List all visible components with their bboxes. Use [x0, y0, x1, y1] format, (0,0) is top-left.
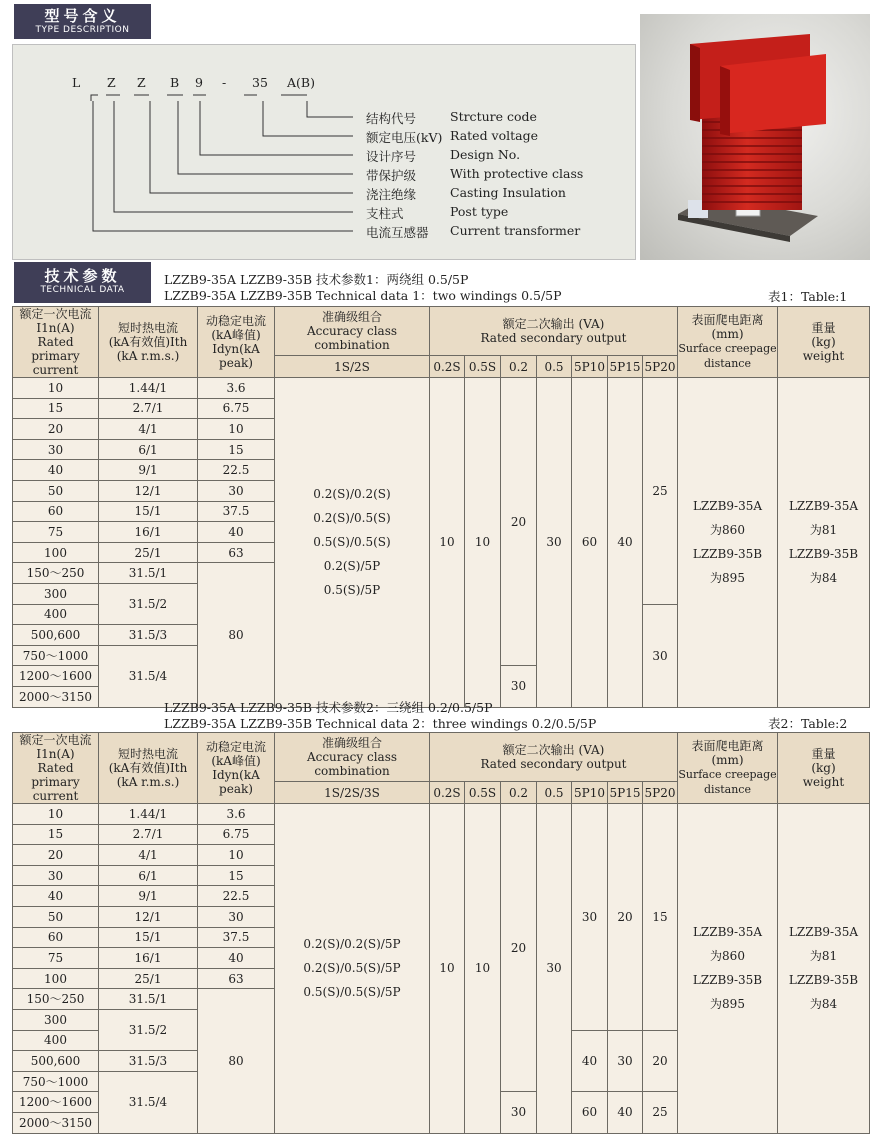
cell-output-5P15: 30 [608, 1030, 643, 1092]
technical-data-table-1 [12, 306, 870, 708]
cell-output-5P10: 30 [572, 804, 608, 1031]
cell-primary: 50 [13, 906, 99, 927]
cell-primary: 150～250 [13, 563, 99, 584]
cell-primary: 75 [13, 948, 99, 969]
header-dynamic-current: 动稳定电流 (kA峰值) Idyn(kA peak) [198, 733, 275, 804]
table2-label: 表2：Table:2 [768, 716, 848, 731]
cell-thermal: 12/1 [99, 906, 198, 927]
cell-thermal: 31.5/4 [99, 645, 198, 707]
cell-thermal: 2.7/1 [99, 824, 198, 845]
header-output-col: 0.2 [501, 782, 537, 804]
cell-thermal: 16/1 [99, 948, 198, 969]
code-letter: A(B) [287, 75, 315, 90]
product-photo [640, 14, 870, 260]
cell-dynamic: 30 [198, 480, 275, 501]
cell-primary: 400 [13, 1030, 99, 1051]
cell-thermal: 31.5/2 [99, 583, 198, 624]
cell-primary: 400 [13, 604, 99, 625]
code-letter: Z [137, 75, 146, 90]
cell-dynamic: 37.5 [198, 927, 275, 948]
header-weight: 重量 (kg) weight [778, 307, 870, 378]
code-meaning-en: Strcture code [450, 109, 537, 124]
header-class-combination: 1S/2S [275, 356, 430, 378]
cell-output-0.2: 20 [501, 378, 537, 666]
header-primary-current: 额定一次电流 I1n(A) Rated primary current [13, 307, 99, 378]
code-meaning-en: Current transformer [450, 223, 581, 238]
cell-thermal: 31.5/3 [99, 1051, 198, 1072]
cell-output-0.2S: 10 [430, 804, 465, 1134]
cell-thermal: 1.44/1 [99, 378, 198, 399]
cell-thermal: 4/1 [99, 845, 198, 866]
cell-thermal: 9/1 [99, 886, 198, 907]
cell-primary: 300 [13, 583, 99, 604]
cell-thermal: 2.7/1 [99, 398, 198, 419]
header-output-col: 5P20 [643, 782, 678, 804]
cell-primary: 10 [13, 378, 99, 399]
table2-caption-cn: LZZB9-35A LZZB9-35B 技术参数2：三绕组 0.2/0.5/5P [164, 700, 493, 715]
header-output-col: 0.2 [501, 356, 537, 378]
cell-dynamic: 63 [198, 968, 275, 989]
cell-primary: 500,600 [13, 625, 99, 646]
cell-creepage: LZZB9-35A 为860 LZZB9-35B 为895 [678, 804, 778, 1134]
cell-dynamic: 15 [198, 865, 275, 886]
cell-output-5P10: 60 [572, 1092, 608, 1133]
cell-output-5P20: 30 [643, 604, 678, 707]
header-accuracy-class: 准确级组合 Accuracy class combination [275, 307, 430, 356]
cell-output-0.2: 20 [501, 804, 537, 1092]
header-accuracy-class: 准确级组合 Accuracy class combination [275, 733, 430, 782]
header-class-combination: 1S/2S/3S [275, 782, 430, 804]
header-thermal-current: 短时热电流 (kA有效值)Ith (kA r.m.s.) [99, 733, 198, 804]
table1-caption-cn: LZZB9-35A LZZB9-35B 技术参数1：两绕组 0.5/5P [164, 272, 469, 287]
cell-primary: 100 [13, 542, 99, 563]
cell-dynamic: 10 [198, 845, 275, 866]
cell-primary: 750～1000 [13, 1071, 99, 1092]
code-letter: 35 [252, 75, 268, 90]
cell-output-5P20: 25 [643, 378, 678, 605]
cell-thermal: 25/1 [99, 968, 198, 989]
cell-dynamic: 22.5 [198, 886, 275, 907]
header-thermal-current: 短时热电流 (kA有效值)Ith (kA r.m.s.) [99, 307, 198, 378]
cell-thermal: 25/1 [99, 542, 198, 563]
header-output-col: 5P15 [608, 782, 643, 804]
cell-dynamic: 10 [198, 419, 275, 440]
table1-label: 表1：Table:1 [768, 289, 848, 304]
cell-output-5P15: 40 [608, 378, 643, 708]
code-letter: B [170, 75, 180, 90]
cell-primary: 500,600 [13, 1051, 99, 1072]
code-letter: 9 [195, 75, 203, 90]
cell-output-0.5S: 10 [465, 804, 501, 1134]
technical-data-table-2 [12, 732, 870, 1134]
cell-primary: 100 [13, 968, 99, 989]
type-description-panel [12, 44, 636, 260]
code-meaning-cn: 电流互感器 [366, 225, 429, 240]
cell-dynamic: 37.5 [198, 501, 275, 522]
cell-output-5P20: 20 [643, 1030, 678, 1092]
cell-primary: 75 [13, 522, 99, 543]
cell-dynamic: 40 [198, 522, 275, 543]
cell-output-0.2: 30 [501, 666, 537, 707]
cell-primary: 30 [13, 439, 99, 460]
technical-data-header [14, 262, 151, 303]
code-meaning-cn: 浇注绝缘 [366, 187, 417, 202]
code-meaning-cn: 支柱式 [366, 206, 404, 221]
cell-thermal: 31.5/1 [99, 989, 198, 1010]
cell-primary: 15 [13, 398, 99, 419]
cell-thermal: 9/1 [99, 460, 198, 481]
cell-primary: 15 [13, 824, 99, 845]
header-weight: 重量 (kg) weight [778, 733, 870, 804]
cell-output-5P10: 40 [572, 1030, 608, 1092]
cell-dynamic: 3.6 [198, 378, 275, 399]
cell-primary: 50 [13, 480, 99, 501]
cell-weight: LZZB9-35A 为81 LZZB9-35B 为84 [778, 804, 870, 1134]
cell-thermal: 31.5/4 [99, 1071, 198, 1133]
cell-dynamic: 80 [198, 563, 275, 707]
cell-dynamic: 15 [198, 439, 275, 460]
cell-thermal: 31.5/1 [99, 563, 198, 584]
cell-primary: 40 [13, 460, 99, 481]
type-description-title-cn: 型号含义 [44, 7, 121, 25]
cell-primary: 2000～3150 [13, 686, 99, 707]
cell-dynamic: 6.75 [198, 824, 275, 845]
cell-output-5P15: 20 [608, 804, 643, 1031]
cell-primary: 750～1000 [13, 645, 99, 666]
cell-output-5P20: 15 [643, 804, 678, 1031]
header-output-col: 5P20 [643, 356, 678, 378]
cell-primary: 10 [13, 804, 99, 825]
cell-thermal: 4/1 [99, 419, 198, 440]
header-creepage: 表面爬电距离 (mm) Surface creepage distance [678, 733, 778, 804]
cell-thermal: 31.5/3 [99, 625, 198, 646]
code-meaning-en: Design No. [450, 147, 521, 162]
code-meaning-cn: 额定电压(kV) [366, 130, 443, 145]
code-meaning-en: Post type [450, 204, 509, 219]
cell-output-0.5: 30 [537, 378, 572, 708]
header-output-col: 0.5 [537, 356, 572, 378]
code-meaning-cn: 设计序号 [366, 149, 417, 164]
cell-primary: 150～250 [13, 989, 99, 1010]
cell-primary: 30 [13, 865, 99, 886]
current-transformer-illustration [640, 14, 870, 260]
cell-output-0.2: 30 [501, 1092, 537, 1133]
cell-output-5P10: 60 [572, 378, 608, 708]
header-output-col: 5P10 [572, 782, 608, 804]
cell-dynamic: 80 [198, 989, 275, 1133]
cell-dynamic: 40 [198, 948, 275, 969]
table2-caption-en: LZZB9-35A LZZB9-35B Technical data 2：three windings 0.2/0.5/5P [164, 716, 597, 731]
cell-thermal: 15/1 [99, 501, 198, 522]
cell-output-5P15: 40 [608, 1092, 643, 1133]
type-description-title-en: TYPE DESCRIPTION [35, 25, 130, 35]
cell-dynamic: 63 [198, 542, 275, 563]
code-letter: L [72, 75, 81, 90]
cell-accuracy-classes: 0.2(S)/0.2(S)/5P 0.2(S)/0.5(S)/5P 0.5(S)/0.5(S)/5P [275, 804, 430, 1134]
cell-output-5P20: 25 [643, 1092, 678, 1133]
cell-dynamic: 6.75 [198, 398, 275, 419]
cell-primary: 60 [13, 501, 99, 522]
code-meaning-cn: 结构代号 [366, 111, 417, 126]
header-primary-current: 额定一次电流 I1n(A) Rated primary current [13, 733, 99, 804]
code-meaning-en: With protective class [450, 166, 584, 181]
type-description-header [14, 4, 151, 39]
cell-creepage: LZZB9-35A 为860 LZZB9-35B 为895 [678, 378, 778, 708]
cell-thermal: 6/1 [99, 865, 198, 886]
cell-dynamic: 30 [198, 906, 275, 927]
cell-weight: LZZB9-35A 为81 LZZB9-35B 为84 [778, 378, 870, 708]
cell-thermal: 15/1 [99, 927, 198, 948]
header-output-col: 0.5S [465, 356, 501, 378]
code-meaning-en: Casting Insulation [450, 185, 566, 200]
code-meaning-en: Rated voltage [450, 128, 539, 143]
header-output-col: 0.2S [430, 356, 465, 378]
cell-output-0.5: 30 [537, 804, 572, 1134]
cell-dynamic: 22.5 [198, 460, 275, 481]
cell-accuracy-classes: 0.2(S)/0.2(S) 0.2(S)/0.5(S) 0.5(S)/0.5(S) 0.2(S)/5P 0.5(S)/5P [275, 378, 430, 708]
code-meaning-cn: 带保护级 [366, 168, 417, 183]
cell-primary: 40 [13, 886, 99, 907]
cell-output-0.2S: 10 [430, 378, 465, 708]
header-dynamic-current: 动稳定电流 (kA峰值) Idyn(kA peak) [198, 307, 275, 378]
header-output-col: 5P15 [608, 356, 643, 378]
cell-primary: 20 [13, 419, 99, 440]
cell-primary: 60 [13, 927, 99, 948]
header-output-col: 5P10 [572, 356, 608, 378]
header-creepage: 表面爬电距离 (mm) Surface creepage distance [678, 307, 778, 378]
cell-thermal: 16/1 [99, 522, 198, 543]
cell-primary: 1200～1600 [13, 1092, 99, 1113]
code-letter: - [222, 75, 227, 90]
technical-data-title-cn: 技术参数 [44, 267, 121, 285]
cell-thermal: 1.44/1 [99, 804, 198, 825]
cell-thermal: 31.5/2 [99, 1009, 198, 1050]
cell-primary: 300 [13, 1009, 99, 1030]
header-rated-output: 额定二次输出 (VA) Rated secondary output [430, 733, 678, 782]
technical-data-title-en: TECHNICAL DATA [40, 285, 125, 295]
header-rated-output: 额定二次输出 (VA) Rated secondary output [430, 307, 678, 356]
code-letter: Z [107, 75, 116, 90]
cell-output-0.5S: 10 [465, 378, 501, 708]
header-output-col: 0.5 [537, 782, 572, 804]
cell-primary: 1200～1600 [13, 666, 99, 687]
cell-thermal: 6/1 [99, 439, 198, 460]
header-output-col: 0.2S [430, 782, 465, 804]
cell-primary: 2000～3150 [13, 1112, 99, 1133]
cell-dynamic: 3.6 [198, 804, 275, 825]
table1-caption-en: LZZB9-35A LZZB9-35B Technical data 1：two windings 0.5/5P [164, 288, 562, 303]
header-output-col: 0.5S [465, 782, 501, 804]
cell-thermal: 12/1 [99, 480, 198, 501]
cell-primary: 20 [13, 845, 99, 866]
